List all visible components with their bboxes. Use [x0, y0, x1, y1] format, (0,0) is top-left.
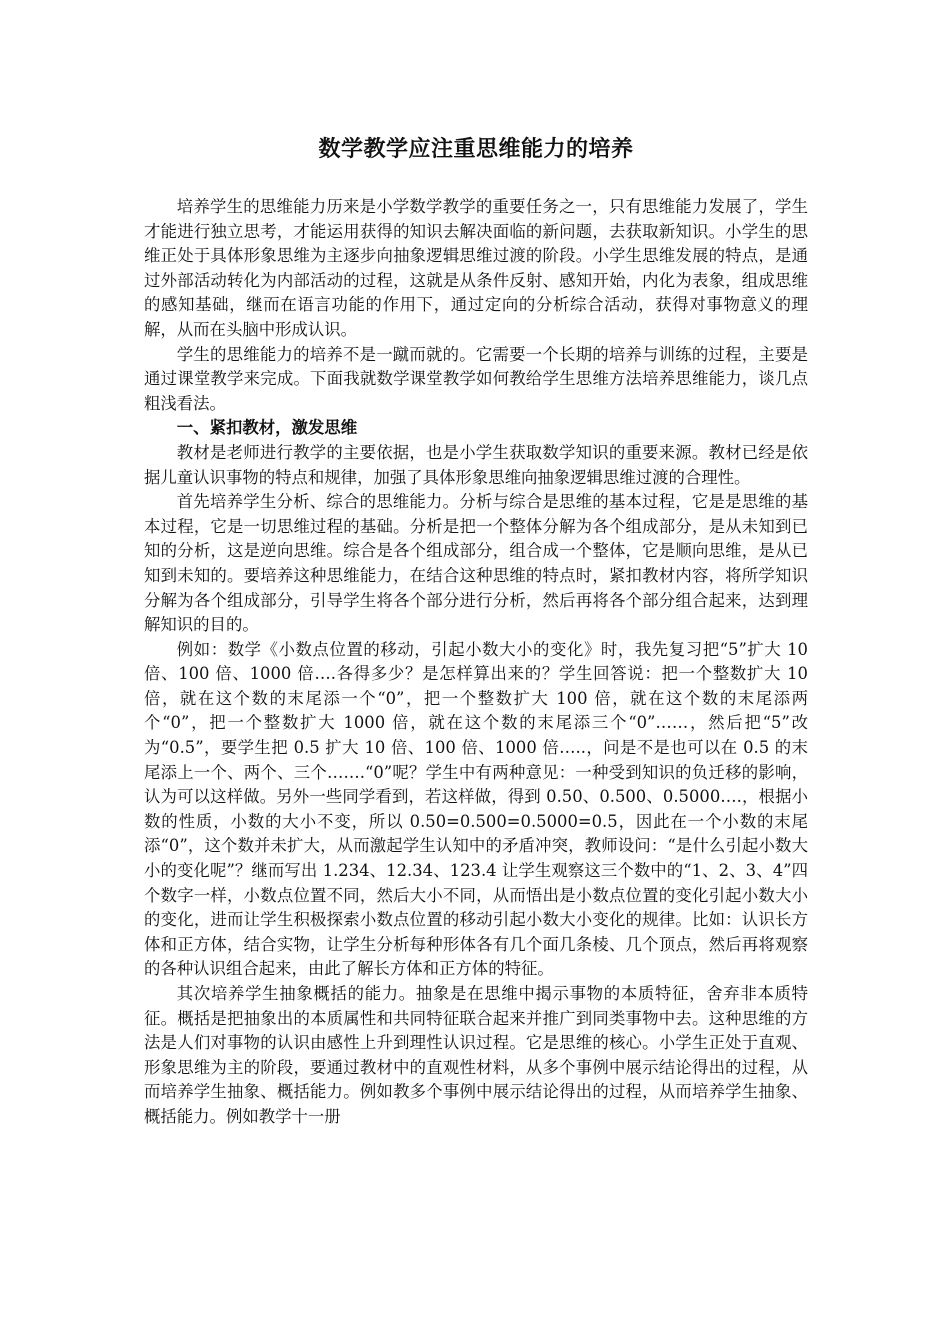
section-heading-1: 一、紧扣教材，激发思维	[176, 418, 358, 438]
paragraph-intro-2: 学生的思维能力的培养不是一蹴而就的。它需要一个长期的培养与训练的过程，主要是通过课堂教学来完成。下面我就数学课堂教学如何教给学生思维方法培养思维能力，谈几点粗浅看法。	[144, 344, 808, 413]
document-title: 数学教学应注重思维能力的培养	[318, 137, 634, 162]
document-page	[144, 126, 808, 1130]
paragraph-abstraction: 其次培养学生抽象概括的能力。抽象是在思维中揭示事物的本质特征，舍弃非本质特征。概括是把抽象出的本质属性和共同特征联合起来并推广到同类事物中去。这种思维的方法是人们对事物的认识由感性上升到理性认识过程。它是思维的核心。小学生正处于直观、形象思维为主的阶段，要通过教材中的直观性材料，从多个事例中展示结论得出的过程，从而培养学生抽象、概括能力。例如教多个事例中展示结论得出的过程，从而培养学生抽象、概括能力。例如教学十一册	[144, 984, 808, 1126]
paragraph-intro-1: 培养学生的思维能力历来是小学数学教学的重要任务之一，只有思维能力发展了，学生才能进行独立思考，才能运用获得的知识去解决面临的新问题，去获取新知识。小学生的思维正处于具体形象思维为主逐步向抽象逻辑思维过渡的阶段。小学生思维发展的特点，是通过外部活动转化为内部活动的过程，这就是从条件反射、感知开始，内化为表象，组成思维的感知基础，继而在语言功能的作用下，通过定向的分析综合活动，获得对事物意义的理解，从而在头脑中形成认识。	[144, 197, 808, 339]
paragraph-example: 例如：数学《小数点位置的移动，引起小数大小的变化》时，我先复习把“5”扩大 10 倍、100 倍、1000 倍….各得多少？是怎样算出来的？学生回答说：把一个整数扩大 10 倍，就在这个数的末尾添一个“0”，把一个整数扩大 100 倍，就在这个数的末尾添两个“0”，把一个整数扩大 1000 倍，就在这个数的末尾添三个“0”……，然后把“5”改为“0.5”，要学生把 0.5 扩大 10 倍、100 倍、1000 倍…..，问是不是也可以在 0.5 的末尾添上一个、两个、三个…….“0”呢？学生中有两种意见：一种受到知识的负迁移的影响，认为可以这样做。另外一些同学看到，若这样做，得到 0.50、0.500、0.5000….，根据小数的性质，小数的大小不变，所以 0.50=0.500=0.5000=0.5，因此在一个小数的末尾添“0”，这个数并未扩大，从而激起学生认知中的矛盾冲突，教师设问：“是什么引起小数大小的变化呢”？继而写出 1.234、12.34、123.4 让学生观察这三个数中的“1、2、3、4”四个数字一样，小数点位置不同，然后大小不同，从而悟出是小数点位置的变化引起小数大小的变化，进而让学生积极探索小数点位置的移动引起小数大小变化的规律。比如：认识长方体和正方体，结合实物，让学生分析每种形体各有几个面几条棱、几个顶点，然后再将观察的各种认识组合起来，由此了解长方体和正方体的特征。	[144, 639, 808, 979]
paragraph-analysis: 首先培养学生分析、综合的思维能力。分析与综合是思维的基本过程，它是是思维的基本过程，它是一切思维过程的基础。分析是把一个整体分解为各个组成部分，是从未知到已知的分析，这是逆向思维。综合是各个组成部分，组合成一个整体，它是顺向思维，是从已知到未知的。要培养这种思维能力，在结合这种思维的特点时，紧扣教材内容，将所学知识分解为各个组成部分，引导学生将各个部分进行分析，然后再将各个部分组合起来，达到理解知识的目的。	[144, 492, 808, 635]
paragraph-textbook: 教材是老师进行教学的主要依据，也是小学生获取数学知识的重要来源。教材已经是依据儿童认识事物的特点和规律，加强了具体形象思维向抽象逻辑思维过渡的合理性。	[144, 442, 808, 487]
